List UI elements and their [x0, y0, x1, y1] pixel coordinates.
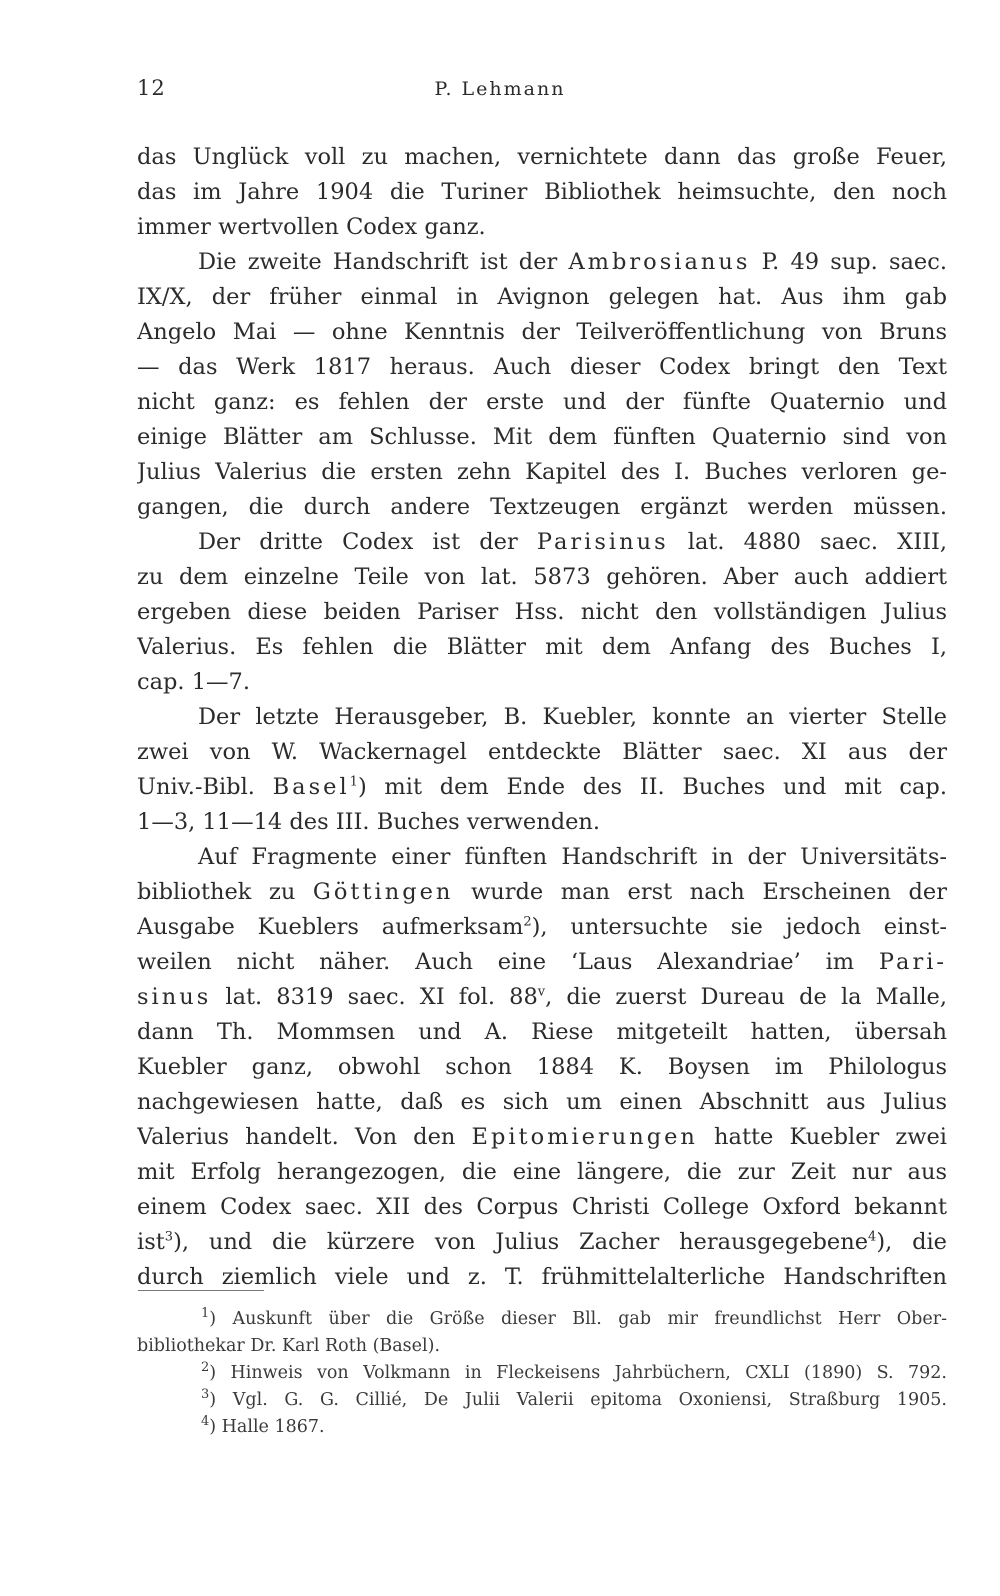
text-line: Kuebler ganz, obwohl schon 1884 K. Boysen im Philologus [137, 1054, 947, 1080]
spaced-emphasis: Ambrosianus [568, 249, 751, 275]
footnote-mark: 2 [201, 1360, 210, 1376]
text-line: ergeben diese beiden Pariser Hss. nicht den vollständigen Julius [137, 599, 947, 625]
spaced-emphasis: Pari- [878, 949, 947, 975]
text-line: einige Blätter am Schlusse. Mit dem fünften Quaternio sind von [137, 424, 947, 450]
text-line: gangen, die durch andere Textzeugen ergänzt werden müssen. [137, 494, 947, 520]
text-line: Der letzte Herausgeber, B. Kuebler, konnte an vierter Stelle [198, 704, 947, 730]
footnote-mark: 3 [201, 1387, 210, 1403]
text-line: Julius Valerius die ersten zehn Kapitel des I. Buches verloren ge- [137, 459, 947, 485]
spaced-emphasis: Epitomierungen [471, 1124, 698, 1150]
footnote: $^3$) Vgl. G. G. Cillié, De Julii Valerii epitoma Oxoniensi, Straßburg 1905. [201, 1387, 947, 1410]
text-line: das Unglück voll zu machen, vernichtete dann das große Feuer, [137, 144, 947, 170]
main-text [137, 140, 947, 1295]
footnote-mark: 4 [201, 1414, 210, 1430]
text-line: mit Erfolg herangezogen, die eine längere, die zur Zeit nur aus [137, 1159, 947, 1185]
text-line: Die zweite Handschrift ist der Ambrosianus P. 49 sup. saec. [198, 249, 947, 275]
text-line: zu dem einzelne Teile von lat. 5873 gehören. Aber auch addiert [137, 564, 947, 590]
text-line: IX/X, der früher einmal in Avignon gelegen hat. Aus ihm gab [137, 284, 947, 310]
text-line: zwei von W. Wackernagel entdeckte Blätter saec. XI aus der [137, 739, 947, 765]
text-line: einem Codex saec. XII des Corpus Christi College Oxford bekannt [137, 1194, 947, 1220]
footnote-ref: 3 [164, 1229, 174, 1245]
footnote: $^2$) Hinweis von Volkmann in Fleckeisens Jahrbüchern, CXLI (1890) S. 792. [201, 1360, 947, 1383]
footnote-ref: 4 [868, 1229, 877, 1245]
footnote-continuation: bibliothekar Dr. Karl Roth (Basel). [137, 1336, 441, 1356]
text-line: Valerius handelt. Von den Epitomierungen hatte Kuebler zwei [137, 1124, 947, 1150]
text-line: sinus lat. 8319 saec. XI fol. 88$^v$, die zuerst Dureau de la Malle, [137, 984, 947, 1010]
spaced-emphasis: Basel [272, 774, 350, 800]
text-line: Angelo Mai — ohne Kenntnis der Teilveröffentlichung von Bruns [137, 319, 947, 345]
text-line: immer wertvollen Codex ganz. [137, 214, 486, 240]
text-line: Valerius. Es fehlen die Blätter mit dem Anfang des Buches I, [137, 634, 947, 660]
text-line: ist$^3$), und die kürzere von Julius Zacher herausgegebene$^4$), die [137, 1229, 947, 1255]
page-header [0, 76, 1000, 108]
text-line: nicht ganz: es fehlen der erste und der fünfte Quaternio und [137, 389, 947, 415]
text-line: 1—3, 11—14 des III. Buches verwenden. [137, 809, 601, 835]
text-line: cap. 1—7. [137, 669, 251, 695]
text-line: weilen nicht näher. Auch eine ‘Laus Alexandriae’ im Pari- [137, 949, 947, 975]
text-line: — das Werk 1817 heraus. Auch dieser Codex bringt den Text [137, 354, 947, 380]
text-line: durch ziemlich viele und z. T. frühmittelalterliche Handschriften [137, 1264, 947, 1290]
text-line: das im Jahre 1904 die Turiner Bibliothek heimsuchte, den noch [137, 179, 947, 205]
text-line: dann Th. Mommsen und A. Riese mitgeteilt hatten, übersah [137, 1019, 947, 1045]
page-number: 12 [137, 76, 166, 100]
footnotes [137, 1306, 947, 1441]
footnote: $^1$) Auskunft über die Größe dieser Bll. gab mir freundlichst Herr Ober- [201, 1306, 947, 1329]
text-line: Ausgabe Kueblers aufmerksam$^2$), untersuchte sie jedoch einst- [137, 914, 947, 940]
text-line: Univ.-Bibl. Basel$^1$) mit dem Ende des II. Buches und mit cap. [137, 774, 947, 800]
folio-verso: v [537, 984, 546, 1000]
spaced-emphasis: Parisinus [536, 529, 669, 555]
footnote: $^4$) Halle 1867. [201, 1414, 325, 1437]
text-line: bibliothek zu Göttingen wurde man erst nach Erscheinen der [137, 879, 947, 905]
text-line: nachgewiesen hatte, daß es sich um einen Abschnitt aus Julius [137, 1089, 947, 1115]
running-title: P. Lehmann [434, 78, 566, 100]
text-line: Auf Fragmente einer fünften Handschrift in der Universitäts- [198, 844, 947, 870]
footnote-ref: 1 [349, 774, 358, 790]
text-line: Der dritte Codex ist der Parisinus lat. 4880 saec. XIII, [198, 529, 947, 555]
spaced-emphasis: sinus [137, 984, 212, 1010]
footnote-ref: 2 [523, 914, 532, 930]
footnote-mark: 1 [201, 1306, 210, 1322]
footnote-separator [138, 1290, 264, 1291]
spaced-emphasis: Göttingen [312, 879, 454, 905]
